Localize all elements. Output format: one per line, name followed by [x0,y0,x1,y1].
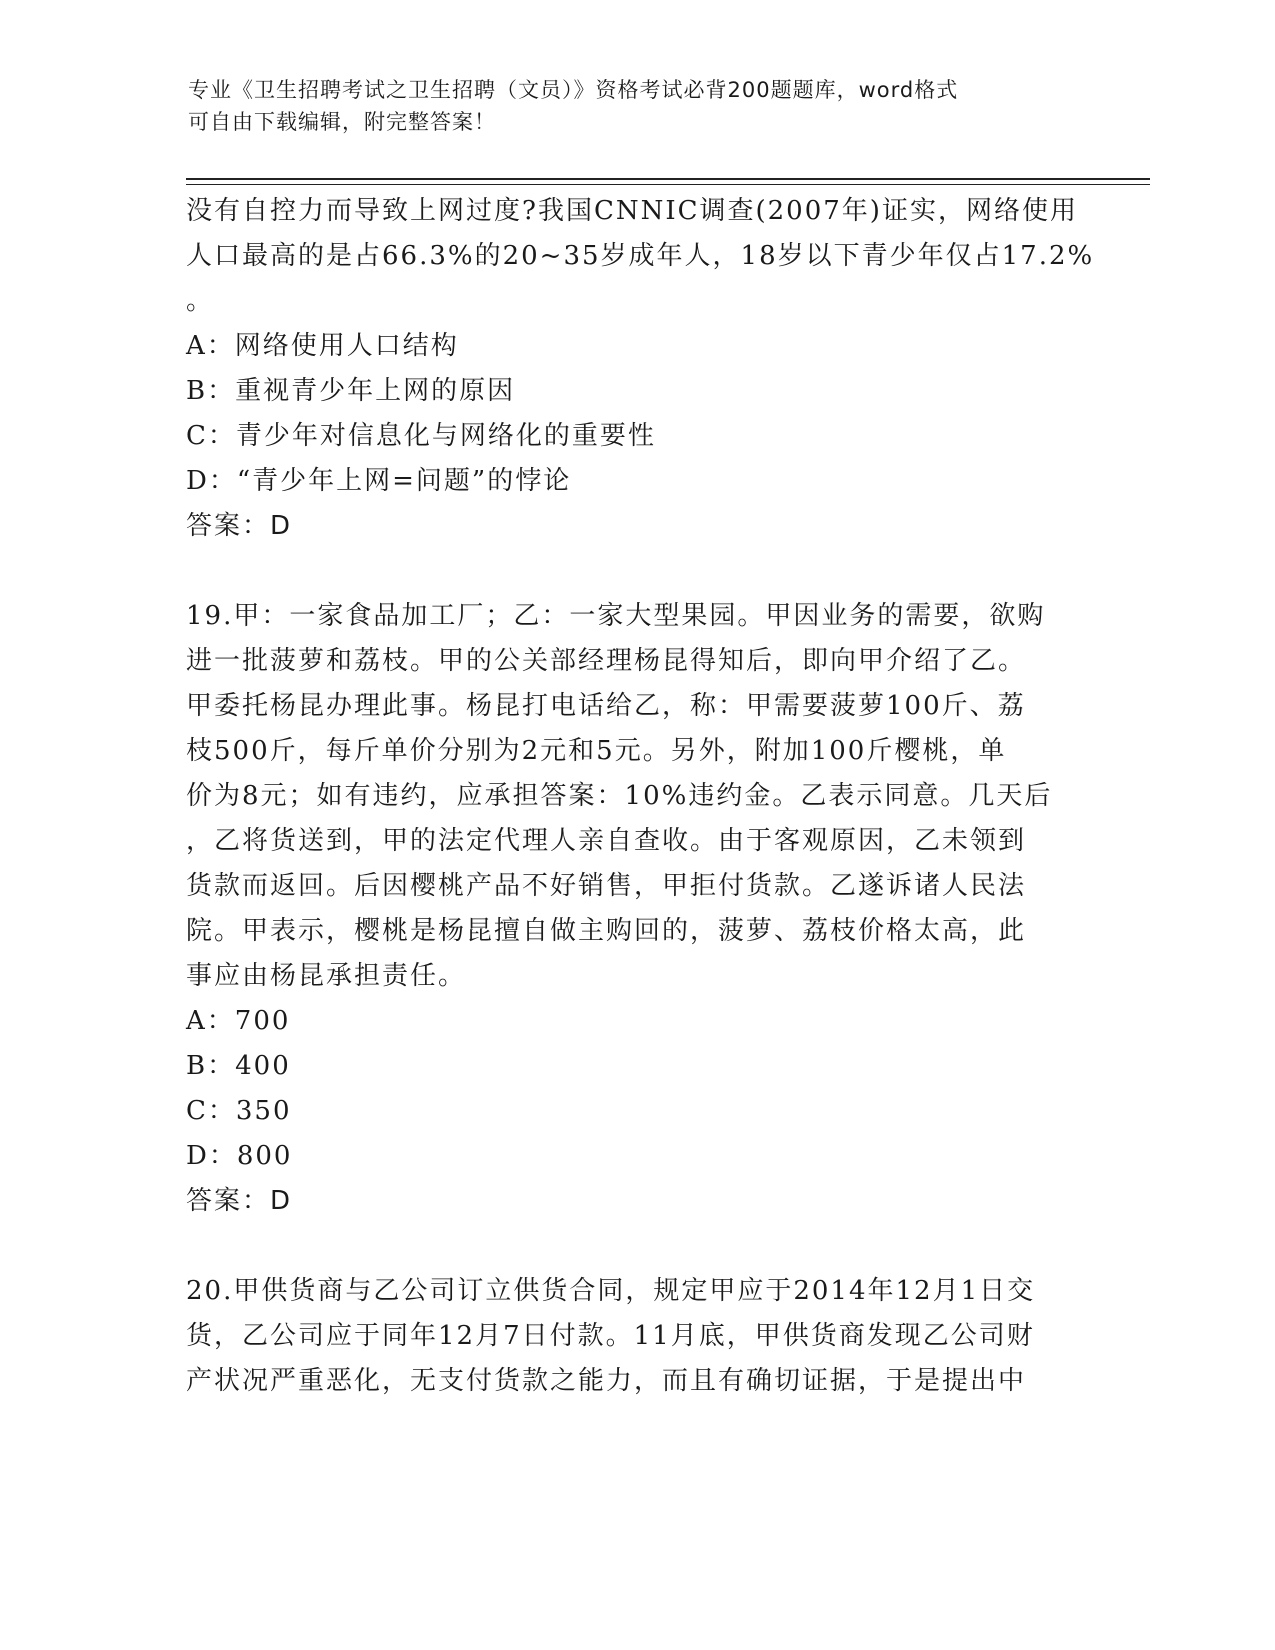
header-rule-thick [186,178,1150,180]
document-header [188,74,1068,138]
question-18 [186,189,1095,549]
question-19-line-2: 进一批菠萝和荔枝。甲的公关部经理杨昆得知后，即向甲介绍了乙。 [186,646,1027,676]
question-18-line-1: 没有自控力而导致上网过度?我国CNNIC调查(2007年)证实，网络使用 [186,196,1078,226]
question-20-line-2: 货，乙公司应于同年12月7日付款。11月底，甲供货商发现乙公司财 [186,1321,1035,1351]
document-body [186,189,1095,1404]
question-18-option-d: D：“青少年上网=问题”的悖论 [186,466,572,496]
question-20-line-1: 20.甲供货商与乙公司订立供货合同，规定甲应于2014年12月1日交 [186,1276,1036,1306]
header-rule-thin [186,184,1150,185]
question-gap [186,549,1086,594]
question-19-option-c: C：350 [186,1096,292,1126]
question-20-line-3: 产状况严重恶化，无支付货款之能力，而且有确切证据，于是提出中 [186,1366,1027,1396]
question-19-line-9: 事应由杨昆承担责任。 [186,961,467,991]
question-18-option-a: A：网络使用人口结构 [186,331,459,361]
question-gap [186,1224,1086,1269]
question-19-line-6: ，乙将货送到，甲的法定代理人亲自查收。由于客观原因，乙未领到 [186,826,1027,856]
question-19-line-3: 甲委托杨昆办理此事。杨昆打电话给乙，称：甲需要菠萝100斤、荔 [186,691,1026,721]
question-19-option-b: B：400 [186,1051,291,1081]
question-19-line-1: 19.甲：一家食品加工厂；乙：一家大型果园。甲因业务的需要，欲购 [186,601,1046,631]
question-18-answer: 答案：D [186,511,293,541]
header-line-2: 可自由下载编辑，附完整答案！ [188,110,496,134]
header-line-1: 专业《卫生招聘考试之卫生招聘（文员）》资格考试必背200题题库，word格式 [188,78,959,102]
question-19-line-8: 院。甲表示，樱桃是杨昆擅自做主购回的，菠萝、荔枝价格太高，此 [186,916,1027,946]
question-18-option-c: C：青少年对信息化与网络化的重要性 [186,421,656,451]
question-19-line-7: 货款而返回。后因樱桃产品不好销售，甲拒付货款。乙遂诉诸人民法 [186,871,1027,901]
question-19-option-d: D：800 [186,1141,293,1171]
question-19 [186,594,1086,1224]
question-20 [186,1269,1086,1404]
question-19-answer: 答案：D [186,1186,293,1216]
question-18-line-3: 。 [186,286,215,316]
question-18-line-2: 人口最高的是占66.3%的20~35岁成年人，18岁以下青少年仅占17.2% [186,241,1095,271]
question-18-option-b: B：重视青少年上网的原因 [186,376,516,406]
question-19-option-a: A：700 [186,1006,291,1036]
question-19-line-5: 价为8元；如有违约，应承担答案：10%违约金。乙表示同意。几天后 [186,781,1053,811]
question-19-line-4: 枝500斤，每斤单价分别为2元和5元。另外，附加100斤樱桃，单 [186,736,1007,766]
